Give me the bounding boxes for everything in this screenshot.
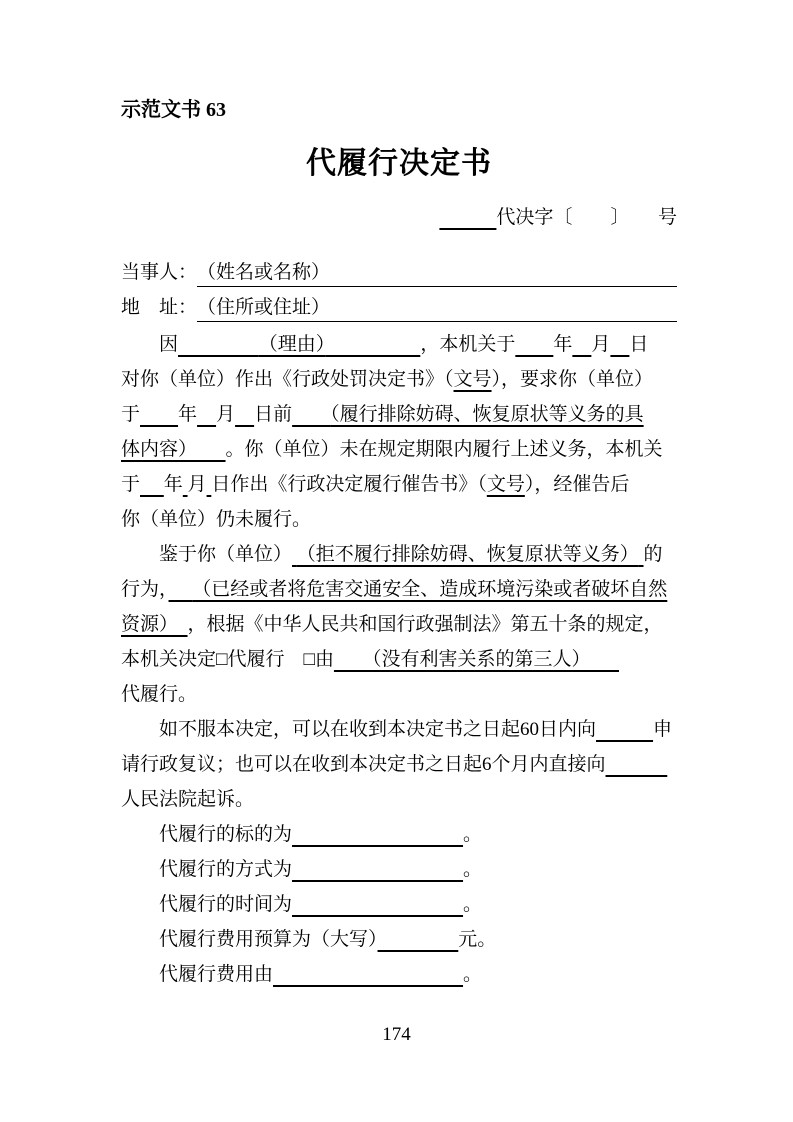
- blank-underline: [197, 404, 216, 425]
- field-hint: （姓名或名称）: [197, 262, 331, 283]
- blank-underline: [334, 649, 372, 670]
- text-segment: 年: [163, 474, 183, 495]
- underlined-text: （没有利害关系的第三人）: [371, 649, 581, 670]
- blank-underline: [596, 719, 653, 740]
- body-line: [121, 537, 677, 572]
- blank-underline: [140, 404, 178, 425]
- text-segment: 年: [178, 404, 198, 425]
- text-segment: 。: [463, 859, 483, 880]
- body-line: [121, 817, 677, 852]
- text-segment: 。: [463, 894, 483, 915]
- body-line: [121, 327, 677, 362]
- text-segment: 。: [463, 824, 483, 845]
- text-segment: 月: [187, 474, 207, 495]
- party-fields: [121, 255, 677, 325]
- blank-underline: [515, 334, 553, 355]
- text-segment: 元。: [458, 929, 497, 950]
- text-segment: 月: [591, 334, 611, 355]
- body-line: [121, 572, 677, 607]
- blank-underline: [169, 614, 188, 635]
- body-line: [121, 432, 677, 467]
- text-segment: 申: [653, 719, 673, 740]
- blank-underline: [235, 404, 254, 425]
- doc-number-line: [121, 203, 677, 233]
- body-line: [121, 887, 677, 922]
- text-segment: 日作出《行政决定履行催告书》（: [211, 474, 487, 495]
- field-label: 当事人：: [121, 262, 198, 283]
- text-segment: 于: [121, 404, 141, 425]
- text-segment: 月: [216, 404, 236, 425]
- field-row: [121, 255, 677, 290]
- doc-label: 示范文书 63: [121, 99, 226, 121]
- text-segment: 代履行。: [121, 684, 198, 705]
- text-segment: 你（单位）仍未履行。: [121, 509, 312, 530]
- body-line: [121, 362, 677, 397]
- text-segment: 代履行费用预算为（大写）: [159, 929, 378, 950]
- text-segment: 代履行费用由: [159, 964, 274, 985]
- blank-underline: [439, 207, 496, 228]
- underlined-text: （理由）: [258, 334, 326, 355]
- document-title: 代履行决定书: [306, 147, 492, 180]
- body-line: [121, 747, 677, 782]
- document-content: [121, 97, 677, 992]
- body-line: [121, 782, 677, 817]
- text-segment: 鉴于你（单位）: [159, 544, 293, 565]
- text-segment: [572, 207, 610, 228]
- blank-underline: [292, 404, 330, 425]
- body-line: [121, 852, 677, 887]
- underlined-text: 文号: [453, 369, 492, 390]
- body-line: [121, 922, 677, 957]
- text-segment: 行为，: [121, 579, 169, 600]
- field-row: [121, 290, 677, 325]
- text-segment: ），经催告后: [524, 474, 630, 495]
- blank-underline: [610, 334, 629, 355]
- blank-underline: [140, 474, 164, 495]
- page-number: 174: [382, 1024, 411, 1045]
- body-line: [121, 677, 677, 712]
- underlined-text: （拒不履行排除妨碍、恢复原状等义务）: [296, 544, 639, 565]
- blank-underline: [292, 859, 463, 880]
- underlined-text: （已经或者将危害交通安全、造成环境污染或者破坏自然: [192, 579, 668, 600]
- text-segment: 于: [121, 474, 141, 495]
- text-segment: 本机关决定□代履行 □由: [121, 649, 334, 670]
- text-segment: 。你（单位）未在规定期限内履行上述义务，本机关: [225, 439, 663, 460]
- underlined-text: 体内容）: [121, 439, 188, 460]
- text-segment: 代决字〔: [496, 207, 573, 228]
- blank-underline: [292, 824, 463, 845]
- text-segment: ，根据《中华人民共和国行政强制法》第五十条的规定，: [187, 614, 663, 635]
- text-segment: 代履行的时间为: [159, 894, 293, 915]
- blank-underline: [378, 929, 459, 950]
- field-hint: （住所或住址）: [197, 297, 331, 318]
- text-segment: 日前: [254, 404, 293, 425]
- body-line: [121, 502, 677, 537]
- blank-underline: [292, 894, 463, 915]
- blank-underline: [169, 579, 193, 600]
- body-line: [121, 607, 677, 642]
- blank-underline: [581, 649, 619, 670]
- text-segment: 对你（单位）作出《行政处罚决定书》（: [121, 369, 454, 390]
- underlined-text: （履行排除妨碍、恢复原状等义务的具: [330, 404, 644, 425]
- body-line: [121, 397, 677, 432]
- blank-underline: [178, 334, 259, 355]
- body-line: [121, 957, 677, 992]
- blank-underline: [606, 754, 668, 775]
- body-line: [121, 642, 677, 677]
- text-segment: 代履行的方式为: [159, 859, 293, 880]
- text-segment: 号: [657, 207, 677, 228]
- text-segment: 请行政复议；也可以在收到本决定书之日起6个月内直接向: [121, 754, 606, 775]
- underlined-text: 文号: [486, 474, 525, 495]
- blank-underline: [572, 334, 591, 355]
- blank-underline: [325, 334, 420, 355]
- text-segment: ），要求你（单位）: [491, 369, 654, 390]
- field-blank-line: [197, 261, 677, 287]
- text-segment: 因: [159, 334, 179, 355]
- text-segment: 如不服本决定，可以在收到本决定书之日起60日内向: [159, 719, 597, 740]
- text-segment: ，本机关于: [420, 334, 516, 355]
- text-segment: 的: [643, 544, 663, 565]
- body-line: [121, 712, 677, 747]
- document-body: [121, 327, 677, 992]
- field-blank-line: [197, 296, 677, 322]
- text-segment: 人民法院起诉。: [121, 789, 255, 810]
- text-segment: 代履行的标的为: [159, 824, 293, 845]
- text-segment: 日: [629, 334, 649, 355]
- blank-underline: [188, 439, 226, 460]
- text-segment: 。: [463, 964, 483, 985]
- body-line: [121, 467, 677, 502]
- underlined-text: 资源）: [121, 614, 169, 635]
- text-segment: 年: [553, 334, 573, 355]
- field-label: 地 址：: [121, 297, 198, 318]
- text-segment: [620, 207, 658, 228]
- text-segment: 〕: [610, 207, 620, 228]
- blank-underline: [273, 964, 463, 985]
